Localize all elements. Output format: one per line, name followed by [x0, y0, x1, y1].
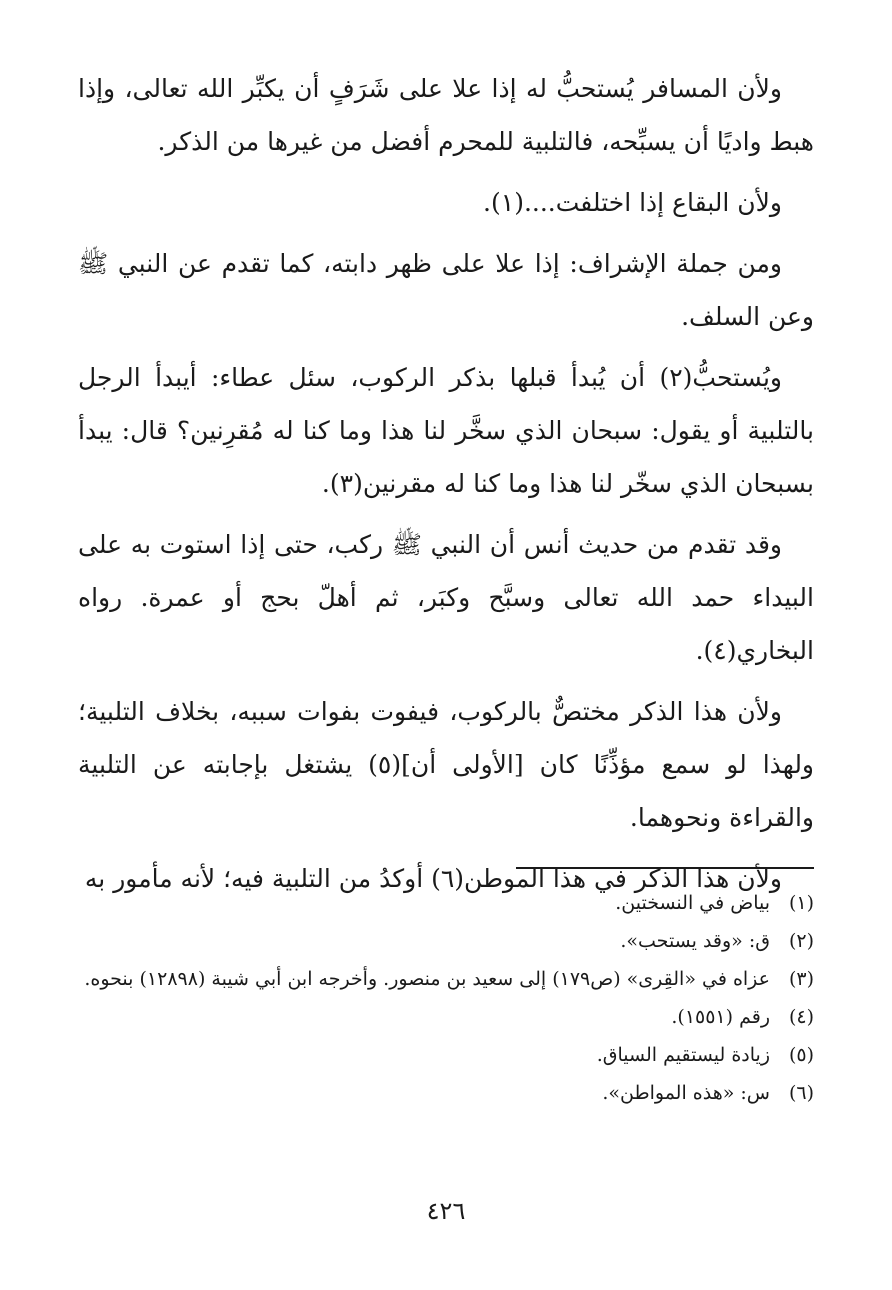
footnote-number: (٢)	[788, 930, 814, 952]
paragraph: ومن جملة الإشراف: إذا علا على ظهر دابته، كما تقدم عن النبي ﷺ وعن السلف.	[78, 249, 814, 331]
footnote-text: رقم (١٥٥١).	[671, 1006, 770, 1028]
footnote-number: (٦)	[788, 1082, 814, 1104]
footnote-text: س: «هذه المواطن».	[602, 1082, 770, 1104]
footnote-number: (٥)	[788, 1044, 814, 1066]
paragraph: ولأن هذا الذكر في هذا الموطن(٦) أوكدُ من التلبية فيه؛ لأنه مأمور به	[84, 864, 782, 893]
page-number: ٤٢٦	[426, 1197, 466, 1225]
footnote-item	[78, 884, 814, 922]
footnote-item	[78, 1074, 814, 1112]
paragraph: ويُستحبُّ(٢) أن يُبدأ قبلها بذكر الركوب، سئل عطاء: أيبدأ الرجل بالتلبية أو يقول: سبحان الذي سخَّر لنا هذا وما كنا له مُقرِنين؟ قال: يبدأ بسبحان الذي سخّر لنا هذا وما كنا له مقرنين(٣).	[78, 363, 814, 498]
paragraph: وقد تقدم من حديث أنس أن النبي ﷺ ركب، حتى إذا استوت به على البيداء حمد الله تعالى وسبَّح وكبَر، ثم أهلّ بحج أو عمرة. رواه البخاري(٤).	[78, 530, 814, 665]
footnote-item	[78, 960, 814, 998]
footnote-divider	[516, 867, 814, 869]
paragraph: ولأن المسافر يُستحبُّ له إذا علا على شَرَفٍ أن يكبِّر الله تعالى، وإذا هبط واديًا أن يسبِّحه، فالتلبية للمحرم أفضل من غيرها من الذكر.	[78, 74, 814, 156]
footnote-text: بياض في النسختين.	[615, 892, 770, 914]
main-text	[78, 62, 814, 905]
footnote-text: زيادة ليستقيم السياق.	[596, 1044, 770, 1066]
footnote-number: (٣)	[788, 968, 814, 990]
footnote-number: (١)	[788, 892, 814, 914]
footnote-text: عزاه في «القِرى» (ص١٧٩) إلى سعيد بن منصور. وأخرجه ابن أبي شيبة (١٢٨٩٨) بنحوه.	[84, 968, 770, 990]
footnote-number: (٤)	[788, 1006, 814, 1028]
book-page	[78, 62, 814, 1262]
paragraph: ولأن البقاع إذا اختلفت....(١).	[483, 188, 782, 217]
paragraph: ولأن هذا الذكر مختصٌّ بالركوب، فيفوت بفوات سببه، بخلاف التلبية؛ ولهذا لو سمع مؤذِّنًا كان [الأولى أن](٥) يشتغل بإجابته عن التلبية والقراءة ونحوهما.	[78, 697, 815, 832]
footnote-text: ق: «وقد يستحب».	[620, 930, 770, 952]
footnote-item	[78, 998, 814, 1036]
footnotes	[78, 884, 814, 1112]
footnote-item	[78, 1036, 814, 1074]
footnote-item	[78, 922, 814, 960]
